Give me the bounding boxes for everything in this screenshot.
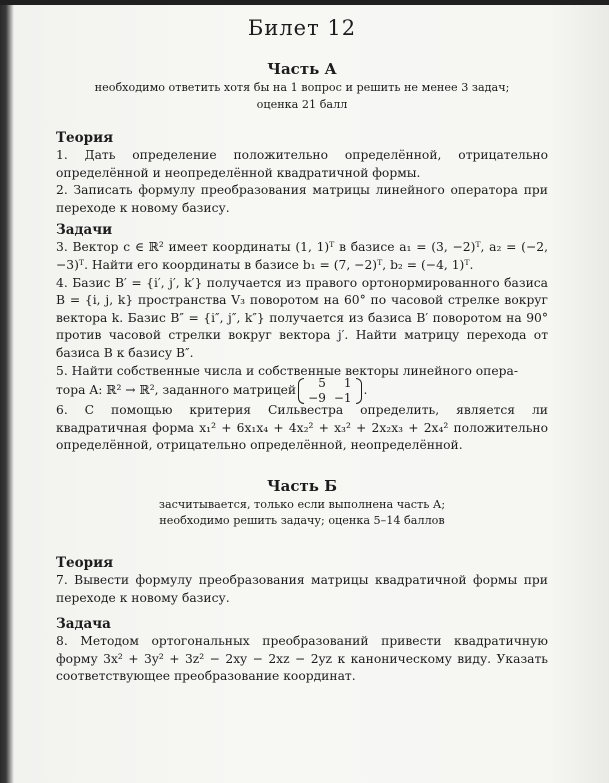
part-a bbox=[56, 60, 548, 455]
part-a-theory-heading: Теория bbox=[56, 130, 114, 146]
matrix-cell: 5 bbox=[318, 376, 326, 391]
question-5-text: тора A: ℝ² → ℝ², заданного матрицей bbox=[56, 383, 297, 398]
document-content bbox=[56, 10, 548, 686]
question-3: 3. Вектор c ∈ ℝ² имеет координаты (1, 1)ᵀ в базисе a₁ = (3, −2)ᵀ, a₂ = (−2, −3)ᵀ. Найти его координаты в базисе b₁ = (7, −2)ᵀ, b₂ = (−4, 1)ᵀ. bbox=[56, 240, 548, 272]
question-8: 8. Методом ортогональных преобразований привести квадратичную форму 3x² + 3y² + 3z² − 2xy − 2xz − 2yz к каноническому виду. Указать соответствующее преобразование координат. bbox=[56, 634, 548, 684]
question-5-line2 bbox=[56, 376, 548, 406]
part-a-tasks-heading: Задачи bbox=[56, 222, 113, 239]
question-5-line1: 5. Найти собственные числа и собственные векторы линейного опера- bbox=[56, 363, 518, 378]
matrix-cell: 1 bbox=[343, 376, 352, 391]
question-2: 2. Записать формулу преобразования матрицы линейного оператора при переходе к новому базису. bbox=[56, 183, 548, 215]
question-4: 4. Базис B′ = {i′, j′, k′} получается из правого ортонормированного базиса B = {i, j, k} пространства V₃ поворотом на 60° по часовой стрелке вокруг вектора k. Базис B″ = {i″, j″, k″} получается из базиса B′ поворотом на 90° против часовой стрелки вокруг вектора j′. Найти матрицу перехода от базиса B к базису B″. bbox=[56, 275, 548, 360]
part-b-note-line1: засчитывается, только если выполнена часть А; bbox=[158, 497, 446, 511]
part-a-note-line1: необходимо ответить хотя бы на 1 вопрос и решить не менее 3 задач; bbox=[94, 81, 510, 94]
question-5-end: . bbox=[363, 383, 368, 398]
part-b-title: Часть Б bbox=[266, 476, 338, 495]
ticket-title: Билет 12 bbox=[247, 16, 357, 40]
question-1: 1. Дать определение положительно определённой, отрицательно определённой и неопределённой квадратичной формы. bbox=[56, 148, 548, 180]
top-edge bbox=[0, 0, 609, 5]
part-b-note-line2: необходимо решить задачу; оценка 5–14 баллов bbox=[159, 514, 445, 528]
operator-matrix bbox=[298, 376, 361, 406]
part-b bbox=[56, 477, 548, 686]
matrix-cell: −1 bbox=[333, 391, 352, 406]
question-6: 6. С помощью критерия Сильвестра определить, является ли квадратичная форма x₁² + 6x₁x₄ + 4x₂² + x₃² + 2x₂x₃ + 2x₄² положительно определённой, отрицательно определённой, неопределённой. bbox=[56, 403, 548, 453]
part-b-task-heading: Задача bbox=[56, 616, 111, 633]
question-7: 7. Вывести формулу преобразования матрицы квадратичной формы при переходе к новому базису. bbox=[56, 572, 548, 605]
part-a-note-line2: оценка 21 балл bbox=[256, 97, 348, 111]
part-b-theory-heading: Теория bbox=[56, 554, 114, 571]
part-a-title: Часть А bbox=[267, 60, 337, 78]
matrix-cell: −9 bbox=[308, 391, 326, 406]
